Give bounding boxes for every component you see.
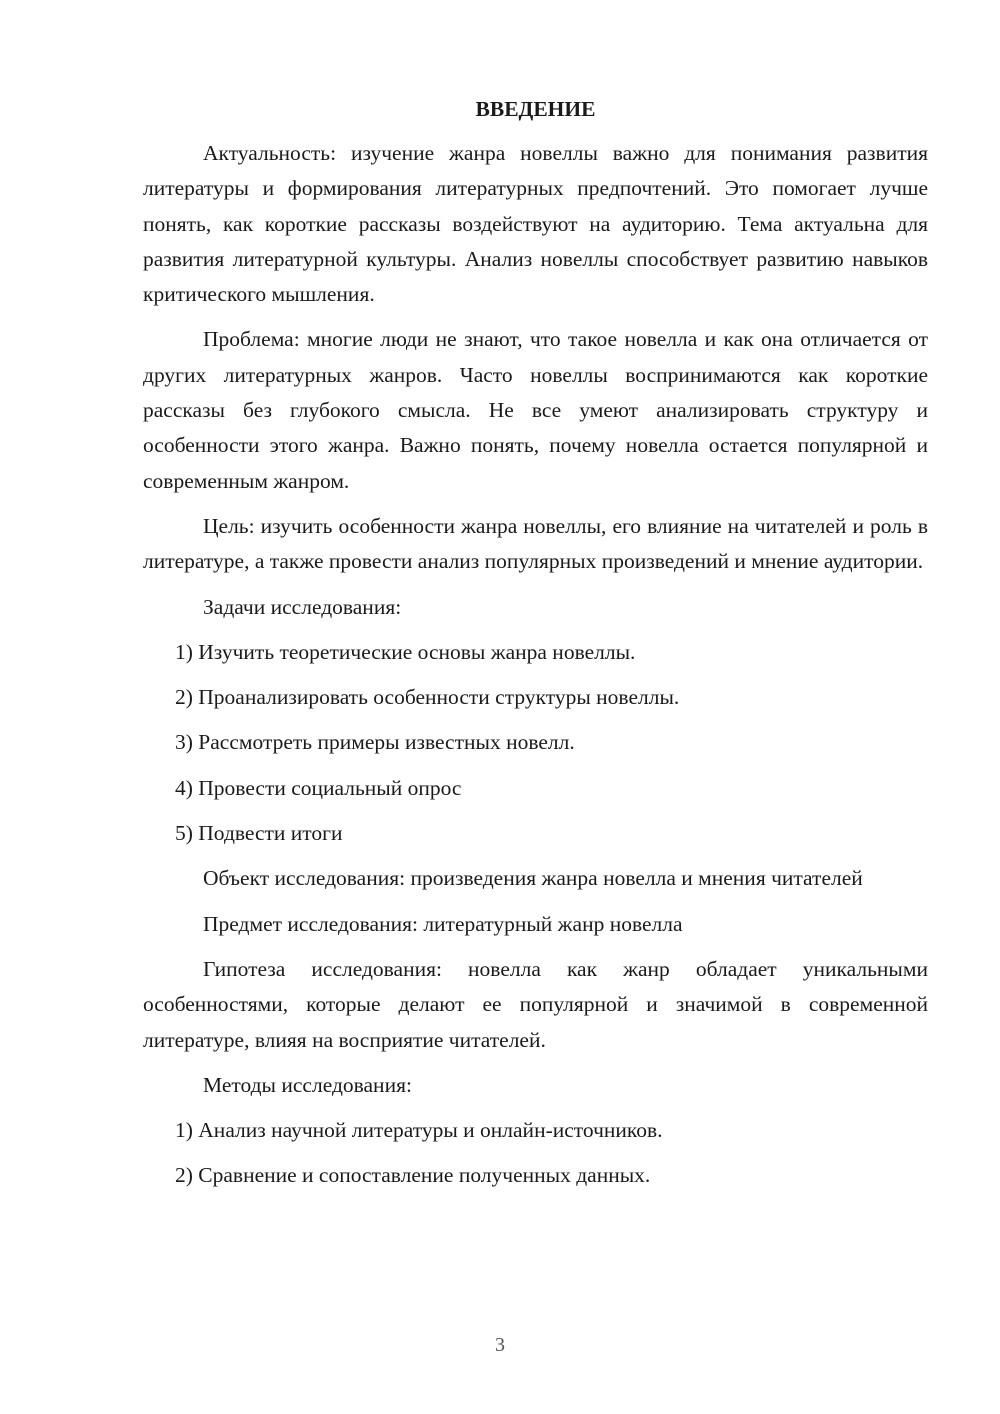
list-item: 4) Провести социальный опрос bbox=[175, 775, 462, 800]
methods-heading: Методы исследования: bbox=[203, 1072, 412, 1097]
list-item: 2) Сравнение и сопоставление полученных данных. bbox=[175, 1163, 651, 1188]
document-page bbox=[143, 90, 928, 1204]
tasks-heading: Задачи исследования: bbox=[203, 594, 402, 619]
paragraph-relevance: Актуальность: изучение жанра новеллы важно для понимания развития литературы и формирования литературных предпочтений. Это помогает лучше понять, как короткие рассказы воздействуют на аудиторию. Тема актуальна для развития литературной культуры. Анализ новеллы способствует развитию навыков критического мышления. bbox=[143, 141, 928, 307]
methods-list bbox=[143, 1113, 928, 1194]
list-item: 3) Рассмотреть примеры известных новелл. bbox=[175, 730, 575, 755]
paragraph-problem: Проблема: многие люди не знают, что такое новелла и как она отличается от других литературных жанров. Часто новеллы воспринимаются как короткие рассказы без глубокого смысла. Не все умеют анализировать структуру и особенности этого жанра. Важно понять, почему новелла остается популярной и современным жанром. bbox=[143, 327, 928, 493]
paragraph-subject: Предмет исследования: литературный жанр новелла bbox=[203, 911, 683, 936]
list-item: 1) Анализ научной литературы и онлайн-источников. bbox=[175, 1118, 663, 1143]
paragraph-goal: Цель: изучить особенности жанра новеллы, его влияние на читателей и роль в литературе, а также провести анализ популярных произведений и мнение аудитории. bbox=[143, 513, 928, 574]
paragraph-hypothesis: Гипотеза исследования: новелла как жанр обладает уникальными особенностями, которые делают ее популярной и значимой в современной литературе, влияя на восприятие читателей. bbox=[143, 956, 928, 1052]
list-item: 2) Проанализировать особенности структуры новеллы. bbox=[175, 685, 680, 710]
paragraph-object: Объект исследования: произведения жанра новелла и мнения читателей bbox=[203, 866, 863, 891]
list-item: 1) Изучить теоретические основы жанра новеллы. bbox=[175, 639, 636, 664]
page-number: 3 bbox=[495, 1334, 505, 1356]
list-item: 5) Подвести итоги bbox=[175, 821, 343, 846]
page-title: ВВЕДЕНИЕ bbox=[475, 97, 596, 121]
tasks-list bbox=[143, 635, 928, 851]
